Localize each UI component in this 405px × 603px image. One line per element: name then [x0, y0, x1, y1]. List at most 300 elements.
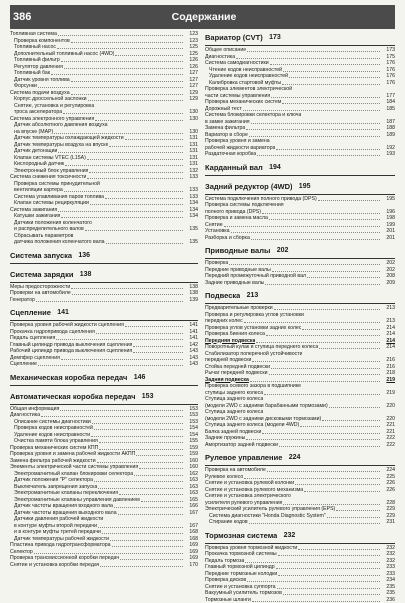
toc-entry-title: Топливный фильтр: [10, 57, 60, 64]
toc-page-number: 127: [184, 70, 198, 77]
toc-entry-title: Клапан системы VTEC (L15A): [10, 155, 86, 162]
toc-entry-title: Датчик абсолютного давления воздуха: [10, 122, 108, 129]
toc-page-number: 141: [184, 329, 198, 336]
dot-leader: [266, 335, 380, 336]
toc-entry-title: Передняя подвеска: [205, 338, 255, 345]
toc-page-number: 202: [270, 244, 288, 257]
toc-page-number: 169: [184, 555, 198, 562]
dot-leader: [257, 155, 380, 156]
toc-page-number: 138: [184, 290, 198, 297]
dot-leader: [71, 94, 183, 95]
toc-page-number: 221: [381, 429, 395, 436]
dot-leader: [105, 198, 183, 199]
toc-entry-title: Проверка дисков: [205, 577, 246, 584]
dot-leader: [102, 533, 183, 534]
toc-page-number: 173: [263, 31, 281, 44]
dot-leader: [98, 488, 183, 489]
heading-rule: [10, 320, 198, 321]
dot-leader: [244, 478, 380, 479]
toc-entry-title: рабочей жидкости вариатора: [205, 145, 275, 152]
toc-page-number: 127: [184, 83, 198, 90]
toc-entry-title: Тормозные шланги: [205, 597, 251, 603]
toc-entry-title: Тормозная система: [205, 529, 277, 542]
toc-entry-title: Удаление кодов неисправности: [10, 432, 90, 439]
toc-page-number: 219: [381, 390, 395, 397]
dot-leader: [96, 333, 183, 334]
toc-entry-title: Диагностика: [10, 412, 40, 419]
toc-entry-title: Топливный бак: [10, 70, 50, 77]
toc-page-number: 216: [381, 357, 395, 364]
toc-section-heading: [205, 529, 395, 542]
toc-section-heading: [205, 161, 395, 174]
dot-leader: [125, 139, 183, 140]
toc-entry-title: Снятие и установка суппорта: [205, 584, 276, 591]
toc-page-number: 188: [381, 125, 395, 132]
dot-leader: [61, 217, 183, 218]
toc-page-number: 138: [184, 284, 198, 291]
dot-leader: [71, 288, 183, 289]
toc-entry-title: и в контуре муфты третей передачи: [10, 529, 101, 536]
toc-page-number: 218: [381, 370, 395, 377]
toc-entry-title: Стабилизатор поперечной устойчивости: [205, 351, 302, 358]
dot-leader: [99, 442, 183, 443]
toc-entry-title: Снятие и установка рулевой колонки: [205, 480, 294, 487]
dot-leader: [64, 68, 183, 69]
toc-page-number: 226: [381, 487, 395, 494]
dot-leader: [36, 301, 183, 302]
dot-leader: [89, 172, 183, 173]
toc-page-number: 132: [184, 168, 198, 175]
toc-entry-title: Замена фильтра: [205, 125, 245, 132]
heading-rule: [205, 194, 395, 195]
dot-leader: [54, 133, 183, 134]
dot-leader: [125, 326, 183, 327]
toc-entry-title: Датчики положения коленчатого: [10, 220, 92, 227]
toc-section-heading: [10, 249, 198, 262]
toc-page-number: 213: [240, 289, 258, 302]
toc-page-number: 163: [184, 484, 198, 491]
toc-right-column: [205, 31, 395, 584]
toc-page-number: 235: [381, 590, 395, 597]
toc-entry-title: Снятие и установка рулевого механизма: [205, 487, 303, 494]
toc-entry-title: Проверка на автомобиле: [205, 467, 266, 474]
dot-leader: [94, 481, 183, 482]
toc-entry-title: Снятие и установка коробки передач: [10, 562, 99, 569]
toc-entry-title: Рабочий цилиндр привода выключения сцепления: [10, 348, 132, 355]
toc-entry-title: Задние пружины: [205, 435, 245, 442]
toc-entry-title: (модели 2WD с задними дисковыми тормозами): [205, 416, 321, 423]
toc-page-number: 222: [381, 435, 395, 442]
dot-leader: [277, 588, 380, 589]
dot-leader: [300, 426, 380, 427]
toc-page-number: 214: [381, 338, 395, 345]
dot-leader: [236, 58, 380, 59]
toc-page-number: 195: [381, 196, 395, 203]
toc-entry-title: Проверка уровня тормозной жидкости: [205, 545, 297, 552]
dot-leader: [269, 219, 380, 220]
dot-leader: [99, 449, 183, 450]
toc-entry-title: Датчик уровня топлива: [10, 77, 70, 84]
toc-section-heading: [205, 31, 395, 44]
toc-page-number: 166: [184, 503, 198, 510]
toc-entry-title: Меры предосторожности: [10, 284, 70, 291]
toc-page-number: 196: [381, 209, 395, 216]
toc-entry-title: Рулевое колесо: [205, 474, 243, 481]
toc-page-number: 130: [184, 109, 198, 116]
toc-page-number: 169: [184, 549, 198, 556]
toc-entry-title: Вариатор в сборе: [205, 132, 248, 139]
dot-leader: [229, 264, 380, 265]
toc-entry-title: в замке зажигания: [205, 119, 250, 126]
dot-leader: [256, 342, 380, 343]
toc-page-number: 160: [184, 464, 198, 471]
toc-page-number: 133: [184, 174, 198, 181]
dot-leader: [51, 74, 183, 75]
dot-leader: [298, 549, 380, 550]
toc-section-heading: [205, 451, 395, 464]
toc-page-number: 131: [184, 135, 198, 142]
toc-page-number: 167: [184, 523, 198, 530]
toc-entry-title: Дополнительный топливный насос (4WD): [10, 51, 114, 58]
toc-entry-title: Система запуска: [10, 249, 72, 262]
toc-page-number: 214: [381, 325, 395, 332]
toc-page-number: 159: [184, 445, 198, 452]
toc-entry-title: Электромагнитные клапаны управления давлением: [10, 497, 140, 504]
toc-entry-title: части системы управления: [205, 93, 270, 100]
toc-entry-title: Предварительные проверки: [205, 305, 273, 312]
toc-page-number: 177: [381, 93, 395, 100]
toc-entry-title: на впуске (MAP): [10, 129, 53, 136]
dot-leader: [92, 423, 183, 424]
toc-page-number: 173: [381, 47, 395, 54]
toc-entry-title: Чтение кодов неисправностей: [205, 67, 282, 74]
heading-rule: [205, 465, 395, 466]
toc-entry-title: Проверка: [205, 260, 228, 267]
toc-entry-title: передней подвески: [205, 357, 251, 364]
dot-leader: [302, 329, 380, 330]
toc-page-number: 213: [381, 305, 395, 312]
toc-page-number: 225: [381, 474, 395, 481]
toc-page-number: 220: [381, 416, 395, 423]
toc-entry-title: Вакуумный усилитель тормозов: [205, 590, 282, 597]
toc-entry-title: Электромагнитные клапаны переключения: [10, 490, 118, 497]
toc-left-column: [10, 31, 198, 584]
dot-leader: [65, 165, 183, 166]
toc-entry-title: Калибровка стартовой муфты: [205, 80, 281, 87]
dot-leader: [106, 243, 184, 244]
toc-entry-title: Сцепление: [10, 306, 51, 319]
toc-page-number: 141: [51, 306, 69, 319]
toc-page-number: 134: [184, 200, 198, 207]
toc-page-number: 208: [381, 273, 395, 280]
toc-page-number: 139: [184, 297, 198, 304]
dot-leader: [269, 374, 380, 375]
toc-entry-title: Система улавливания паров топлива: [10, 194, 104, 201]
toc-entry-title: Проверка уровня и замена рабочей жидкости АКПП: [10, 451, 135, 458]
toc-entry-title: Система подключения полного привода (DPS): [205, 196, 317, 203]
toc-entry-title: Описание системы диагностики: [10, 419, 91, 426]
toc-entry-title: Генератор: [10, 297, 35, 304]
dot-leader: [283, 594, 380, 595]
toc-entry-title: Главный цилиндр привода выключения сцепления: [10, 342, 132, 349]
toc-entry-title: Катушки зажигания: [10, 213, 60, 220]
toc-page-number: 129: [184, 90, 198, 97]
dot-leader: [262, 433, 380, 434]
toc-page-number: 194: [263, 161, 281, 174]
dot-leader: [58, 35, 183, 36]
dot-leader: [63, 113, 183, 114]
dot-leader: [58, 211, 183, 212]
dot-leader: [251, 123, 380, 124]
toc-page-number: 232: [381, 551, 395, 558]
toc-entry-title: Электрический усилитель рулевого управления (EPS): [205, 506, 335, 513]
toc-page-number: 228: [381, 500, 395, 507]
dot-leader: [274, 309, 380, 310]
toc-page-number: 134: [184, 213, 198, 220]
heading-rule: [205, 175, 395, 176]
toc-page-number: 127: [184, 77, 198, 84]
toc-entry-title: Карданный вал: [205, 161, 263, 174]
dot-leader: [252, 361, 380, 362]
dot-leader: [271, 97, 380, 98]
toc-page-number: 236: [381, 597, 395, 603]
toc-entry-title: Снятие, установка и регулировка: [10, 103, 94, 110]
toc-entry-title: Рулевое управление: [205, 451, 282, 464]
toc-page-number: 202: [381, 267, 395, 274]
dot-leader: [56, 339, 183, 340]
toc-page-number: 232: [277, 529, 295, 542]
toc-entry-title: Система блокировки селектора и ключа: [205, 112, 301, 119]
toc-page-number: 163: [184, 490, 198, 497]
dot-leader: [243, 110, 380, 111]
toc-page-number: 153: [184, 419, 198, 426]
toc-entry-title: Прокачка тормозной системы: [205, 551, 277, 558]
toc-entry-title: Датчик температуры охлаждающей жидкости: [10, 135, 124, 142]
toc-page-number: 169: [184, 542, 198, 549]
dot-leader: [133, 352, 183, 353]
toc-page-number: 143: [184, 348, 198, 355]
toc-entry-title: Система самодиагностики: [205, 60, 269, 67]
toc-page-number: 123: [184, 38, 198, 45]
dot-leader: [267, 471, 380, 472]
toc-page-number: 131: [184, 148, 198, 155]
toc-entry-title: Датчик положения "P" селектора: [10, 477, 93, 484]
toc-page-number: 159: [184, 451, 198, 458]
dot-leader: [87, 178, 183, 179]
toc-entry-title: Проверка осевого зазора в подшипнике: [205, 383, 301, 390]
toc-page-number: 219: [381, 377, 395, 384]
toc-entry-title: Автоматическая коробка передач: [10, 390, 135, 403]
toc-page-number: 160: [184, 458, 198, 465]
toc-section-heading: [205, 180, 395, 193]
toc-page-number: 185: [381, 106, 395, 113]
page-header: [10, 5, 395, 29]
toc-page-number: 135: [184, 226, 198, 233]
toc-entry-title: Система подачи воздуха: [10, 90, 70, 97]
toc-entry-title: Разборка и сборка: [205, 235, 250, 242]
toc-page-number: 226: [381, 480, 395, 487]
toc-page-number: 130: [184, 116, 198, 123]
toc-section-heading: [10, 268, 198, 281]
dot-leader: [38, 87, 183, 88]
heading-rule: [10, 385, 198, 386]
toc-page-number: 233: [381, 571, 395, 578]
dot-leader: [64, 191, 183, 192]
toc-entry-title: ступицы заднего колеса: [205, 390, 263, 397]
dot-leader: [90, 204, 183, 205]
dot-leader: [272, 271, 380, 272]
heading-rule: [205, 45, 395, 46]
dot-leader: [136, 455, 183, 456]
toc-page-number: 153: [184, 412, 198, 419]
dot-leader: [58, 152, 183, 153]
toc-entry-title: Очистка памяти блока управления: [10, 438, 98, 445]
dot-leader: [307, 277, 380, 278]
toc-page-number: 193: [381, 151, 395, 158]
dot-leader: [91, 436, 183, 437]
toc-page-number: 209: [381, 280, 395, 287]
toc-page-number: 213: [381, 318, 395, 325]
toc-page-number: 134: [184, 207, 198, 214]
toc-entry-title: (модели 2WD с задними барабанными тормозами): [205, 403, 328, 410]
dot-leader: [246, 439, 380, 440]
toc-entry-title: Проверка системы принудительной: [10, 181, 100, 188]
dot-leader: [87, 159, 183, 160]
dot-leader: [141, 501, 183, 502]
toc-entry-title: Электромагнитный клапан блокировки селектора: [10, 471, 133, 478]
dot-leader: [119, 494, 183, 495]
toc-page-number: 153: [184, 406, 198, 413]
toc-page-number: 131: [184, 155, 198, 162]
toc-page-number: 229: [381, 513, 395, 520]
toc-entry-title: Проверка уровня рабочей жидкости сцепления: [10, 322, 124, 329]
toc-entry-title: Диагностика: [205, 54, 235, 61]
toc-entry-title: троса акселератора: [10, 109, 62, 116]
toc-page-number: 201: [381, 235, 395, 242]
heading-rule: [10, 282, 198, 283]
toc-section-heading: [10, 371, 198, 384]
toc-section-heading: [205, 244, 395, 257]
toc-page-number: 187: [381, 119, 395, 126]
dot-leader: [100, 566, 183, 567]
dot-leader: [282, 84, 380, 85]
dot-leader: [60, 410, 183, 411]
toc-entry-title: Датчик частоты вращения входного вала: [10, 503, 113, 510]
dot-leader: [276, 568, 380, 569]
toc-page-number: 155: [184, 438, 198, 445]
toc-entry-title: Система электронного управления: [10, 116, 94, 123]
toc-page-number: 136: [72, 249, 90, 262]
heading-rule: [205, 303, 395, 304]
toc-entry-title: Снятие: [205, 222, 223, 229]
dot-leader: [98, 527, 183, 528]
toc-page-number: 138: [73, 268, 91, 281]
toc-entry-title: Ступица заднего колеса (модели 4WD): [205, 422, 299, 429]
toc-page-number: 125: [184, 51, 198, 58]
toc-page-number: 168: [184, 536, 198, 543]
dot-leader: [249, 136, 380, 137]
toc-page-number: 192: [381, 145, 395, 152]
toc-entry-title: Проверка механических систем КПП: [10, 445, 98, 452]
toc-entry-title: полного привода (DPS): [205, 209, 261, 216]
toc-entry-title: Электронный блок управления: [10, 168, 88, 175]
toc-page-number: 199: [381, 222, 395, 229]
toc-entry-title: Проверка кодов неисправностей: [10, 425, 93, 432]
dot-leader: [245, 562, 380, 563]
heading-rule: [205, 258, 395, 259]
toc-entry-title: Прокачка гидропривода сцепления: [10, 329, 95, 336]
toc-entry-title: Общая информация: [10, 406, 59, 413]
heading-rule: [205, 543, 395, 544]
toc-entry-title: Топливный насос: [10, 44, 56, 51]
toc-page-number: 198: [381, 215, 395, 222]
dot-leader: [38, 365, 183, 366]
toc-page-number: 130: [184, 129, 198, 136]
toc-page-number: 195: [292, 180, 310, 193]
dot-leader: [322, 420, 380, 421]
toc-entry-title: Задний редуктор (4WD): [205, 180, 292, 193]
toc-page-number: 143: [184, 361, 198, 368]
dot-leader: [283, 71, 380, 72]
toc-page-number: 141: [184, 335, 198, 342]
toc-page-number: 123: [184, 31, 198, 38]
toc-entry-title: Датчик температуры воздуха на впуске: [10, 142, 108, 149]
dot-leader: [304, 491, 380, 492]
toc-entry-title: усилителя рулевого управления: [205, 500, 282, 507]
toc-entry-title: Сцепление: [10, 361, 37, 368]
toc-page-number: 168: [184, 529, 198, 536]
dot-leader: [41, 416, 183, 417]
toc-entry-title: Регулятор давления: [10, 64, 63, 71]
toc-entry-title: Педаль тормоза: [205, 558, 244, 565]
dot-leader: [85, 230, 183, 231]
dot-leader: [115, 55, 183, 56]
dot-leader: [246, 129, 380, 130]
dot-leader: [118, 514, 183, 515]
dot-leader: [282, 103, 380, 104]
toc-entry-title: Проверка компонентов: [10, 38, 70, 45]
dot-leader: [94, 429, 183, 430]
toc-entry-title: Механическая коробка передач: [10, 371, 127, 384]
dot-leader: [61, 61, 183, 62]
dot-leader: [289, 77, 380, 78]
toc-entry: [205, 597, 395, 603]
toc-entry-title: Задняя подвеска: [205, 377, 249, 384]
dot-leader: [71, 42, 183, 43]
toc-entry-title: Проверка элементов электрической: [205, 86, 292, 93]
dot-leader: [97, 462, 183, 463]
toc-page-number: 220: [381, 403, 395, 410]
toc-page-number: 229: [381, 506, 395, 513]
dot-leader: [95, 120, 183, 121]
toc-page-number: 221: [381, 422, 395, 429]
dot-leader: [247, 581, 380, 582]
dot-leader: [120, 559, 183, 560]
toc-entry-title: Корпус дроссельной заслонки: [10, 96, 87, 103]
heading-rule: [10, 404, 198, 405]
toc-entry-title: Датчик температуры рабочей жидкости: [10, 536, 109, 543]
dot-leader: [319, 348, 380, 349]
toc-page-number: 162: [184, 471, 198, 478]
toc-entry-title: Стойка передней подвески: [205, 364, 270, 371]
toc-page-number: 176: [381, 73, 395, 80]
toc-page-number: 189: [381, 132, 395, 139]
toc-page-number: 125: [184, 44, 198, 51]
toc-entry-title: Система зарядки: [10, 268, 73, 281]
toc-page-number: 201: [381, 228, 395, 235]
dot-leader: [327, 517, 380, 518]
toc-page-number: 232: [381, 545, 395, 552]
